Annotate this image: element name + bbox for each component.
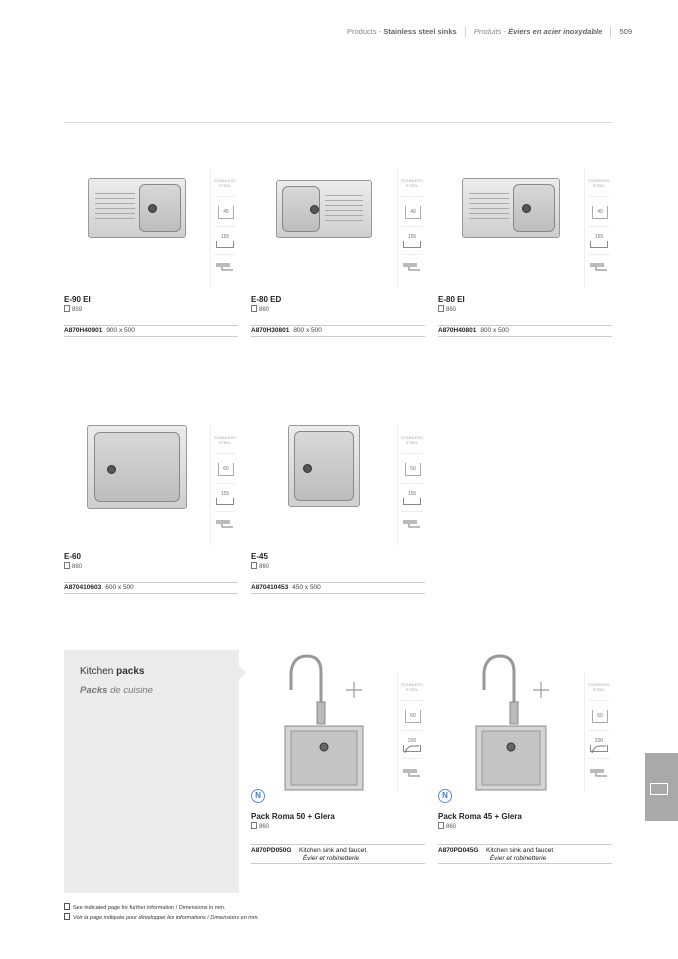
page-ref: 860 (64, 562, 82, 570)
cabinet-size-icon: 60 (592, 710, 608, 723)
packs-subtitle: Packs de cuisine (80, 685, 153, 696)
cabinet-size-icon: 60 (405, 710, 421, 723)
footnote-fr: Voir la page indiquée pour développer les informations / Dimensions en mm. (64, 913, 259, 921)
spec-icons (210, 168, 239, 288)
sink-image (251, 168, 393, 288)
product-code: A870410453 (251, 584, 289, 591)
spec-icons (397, 425, 426, 545)
page-ref: 860 (251, 822, 269, 830)
new-badge: N (438, 789, 452, 803)
depth-value: 155 (220, 491, 230, 497)
material-label: STAINLESS STEEL (588, 682, 610, 692)
material-label: STAINLESS STEEL (401, 682, 423, 692)
spec-icons (397, 672, 426, 792)
product-name: E-80 EI (438, 295, 465, 304)
breadcrumb-category-en: Stainless steel sinks (383, 27, 457, 36)
cabinet-size-icon: 45 (218, 206, 234, 219)
depth-value: 155 (407, 234, 417, 240)
product-dims: 600 x 500 (105, 584, 134, 591)
spec-icons (397, 168, 426, 288)
sink-image (251, 425, 393, 545)
mount-icon (216, 519, 234, 529)
page-ref: 860 (438, 305, 456, 313)
product-code: A870H40901 (64, 327, 103, 334)
faucet-sink-image (251, 652, 393, 792)
material-label: STAINLESS STEEL (214, 435, 236, 445)
product-name: E-90 EI (64, 295, 91, 304)
depth-value: 155 (407, 491, 417, 497)
code-row (251, 844, 425, 864)
product-code: A870H30801 (251, 327, 290, 334)
page-ref: 860 (251, 562, 269, 570)
code-row (251, 325, 425, 337)
top-divider (64, 122, 613, 123)
product-dims: 800 x 500 (480, 327, 509, 334)
packs-title: Kitchen packs (80, 666, 145, 677)
material-label: STAINLESS STEEL (401, 435, 423, 445)
pack-code: A870PD045G (438, 847, 479, 854)
product-name: E-45 (251, 552, 268, 561)
cabinet-size-icon: 40 (405, 206, 421, 219)
pack-desc-en: Kitchen sink and faucet (486, 847, 554, 854)
faucet-mount-icon (403, 744, 421, 754)
breadcrumb-category-fr: Éviers en acier inoxydable (508, 27, 603, 36)
pack-name: Pack Roma 50 + Glera (251, 812, 335, 821)
material-label: STAINLESS STEEL (214, 178, 236, 188)
faucet-mount-icon (590, 744, 608, 754)
pack-desc-fr: Évier et robinetterie (302, 855, 360, 862)
material-label: STAINLESS STEEL (401, 178, 423, 188)
breadcrumb-products-en: Products (347, 27, 377, 36)
product-code: A870410603 (64, 584, 102, 591)
spec-icons (210, 425, 239, 545)
mount-icon (590, 768, 608, 778)
mount-icon (216, 262, 234, 272)
spec-icons (584, 168, 613, 288)
pack-code: A870PD050G (251, 847, 292, 854)
depth-value: 155 (594, 234, 604, 240)
depth-icon (402, 491, 422, 505)
sink-image (438, 168, 580, 288)
code-row (438, 325, 612, 337)
code-row (64, 325, 238, 337)
cabinet-size-icon: 60 (218, 463, 234, 476)
depth-value: 155 (220, 234, 230, 240)
page-number: 509 (619, 27, 632, 36)
section-tab[interactable] (645, 753, 678, 821)
depth-value: 200 (594, 738, 604, 744)
new-badge: N (251, 789, 265, 803)
page-ref: 860 (251, 305, 269, 313)
depth-icon (215, 234, 235, 248)
faucet-sink-image (438, 652, 580, 792)
material-label: STAINLESS STEEL (588, 178, 610, 188)
depth-icon (589, 234, 609, 248)
sink-image (64, 425, 206, 545)
page-ref: 860 (438, 822, 456, 830)
pack-desc-fr: Évier et robinetterie (489, 855, 547, 862)
sink-tab-icon (650, 783, 668, 795)
product-dims: 450 x 500 (292, 584, 321, 591)
pack-desc-en: Kitchen sink and faucet (299, 847, 367, 854)
mount-icon (403, 262, 421, 272)
product-dims: 900 x 500 (106, 327, 135, 334)
mount-icon (590, 262, 608, 272)
mount-icon (403, 768, 421, 778)
product-dims: 800 x 500 (293, 327, 322, 334)
spec-icons (584, 672, 613, 792)
product-name: E-80 ED (251, 295, 282, 304)
cabinet-size-icon: 50 (405, 463, 421, 476)
page-header: Products - Stainless steel sinks Produits - Éviers en acier inoxydable 509 (347, 27, 632, 36)
page-ref: 859 (64, 305, 82, 313)
depth-value: 200 (407, 738, 417, 744)
depth-icon (402, 234, 422, 248)
pack-name: Pack Roma 45 + Glera (438, 812, 522, 821)
kitchen-packs-panel (64, 650, 239, 893)
sink-image (64, 168, 206, 288)
depth-icon (215, 491, 235, 505)
footnote-en: See indicated page for further information / Dimensions in mm. (64, 903, 226, 911)
product-name: E-60 (64, 552, 81, 561)
cabinet-size-icon: 40 (592, 206, 608, 219)
code-row (64, 582, 238, 594)
code-row (438, 844, 612, 864)
code-row (251, 582, 425, 594)
breadcrumb-products-fr: Produits (473, 27, 502, 36)
product-code: A870H40801 (438, 327, 477, 334)
mount-icon (403, 519, 421, 529)
